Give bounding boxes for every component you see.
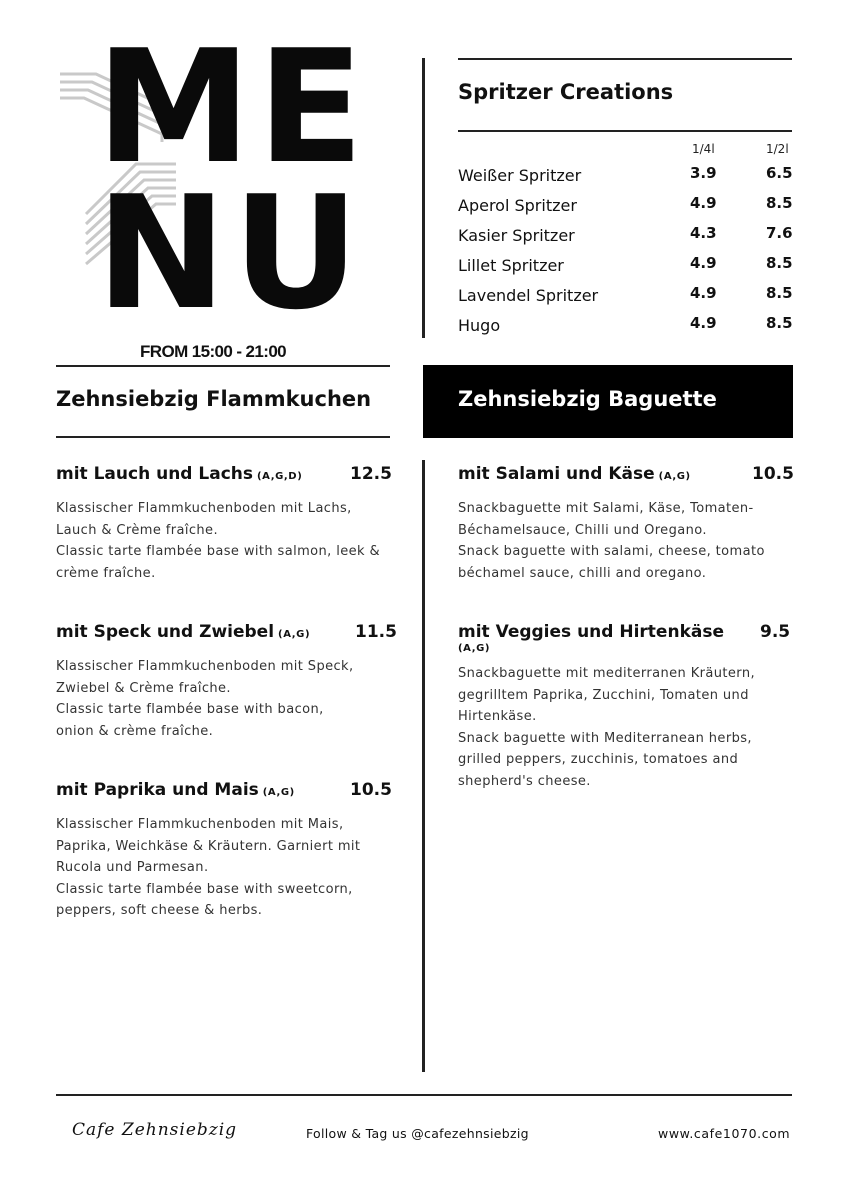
description-line: Snack baguette with Mediterranean herbs, xyxy=(458,730,752,746)
menu-item xyxy=(56,464,302,484)
menu-title-line1: ME xyxy=(96,16,370,198)
item-price: 12.5 xyxy=(350,464,392,484)
item-description xyxy=(56,814,360,922)
drink-row xyxy=(458,316,794,346)
footer-social: Follow & Tag us @cafezehnsiebzig xyxy=(306,1126,529,1141)
description-line: Snackbaguette mit Salami, Käse, Tomaten- xyxy=(458,501,754,516)
item-name: mit Veggies und Hirtenkäse xyxy=(458,622,724,642)
divider-left-top xyxy=(56,365,390,367)
item-name: mit Lauch und Lachs xyxy=(56,464,253,484)
drink-price-quarter: 4.3 xyxy=(690,224,717,242)
drink-price-half: 8.5 xyxy=(766,194,793,212)
divider-footer xyxy=(56,1094,792,1096)
description-line: Hirtenkäse. xyxy=(458,709,537,725)
flammkuchen-section-title: Zehnsiebzig Flammkuchen xyxy=(56,387,372,411)
drink-row xyxy=(458,226,794,256)
item-name: mit Salami und Käse xyxy=(458,464,655,484)
drink-price-half: 7.6 xyxy=(766,224,793,242)
baguette-section-header xyxy=(423,365,793,438)
item-allergens: (A,G) xyxy=(278,629,311,640)
description-line: Klassischer Flammkuchenboden mit Speck, xyxy=(56,659,354,674)
item-description xyxy=(458,663,755,793)
description-line: Rucola und Parmesan. xyxy=(56,860,209,876)
menu-item xyxy=(56,780,295,800)
spritzer-column-half: 1/2l xyxy=(766,142,789,156)
drink-row xyxy=(458,256,794,286)
baguette-section-title: Zehnsiebzig Baguette xyxy=(458,387,717,411)
vertical-divider-main xyxy=(422,460,425,1072)
drink-price-quarter: 4.9 xyxy=(690,284,717,302)
item-description xyxy=(458,498,765,584)
description-line: crème fraîche. xyxy=(56,565,156,581)
item-allergens: (A,G) xyxy=(658,471,691,482)
drink-name: Lillet Spritzer xyxy=(458,256,564,275)
description-line: Lauch & Crème fraîche. xyxy=(56,522,218,538)
menu-title xyxy=(96,16,370,344)
item-price: 11.5 xyxy=(355,622,397,642)
menu-title-line2: NU xyxy=(96,162,366,344)
vertical-divider-top xyxy=(422,58,425,338)
spritzer-column-quarter: 1/4l xyxy=(692,142,715,156)
divider-left-under-title xyxy=(56,436,390,438)
item-name: mit Paprika und Mais xyxy=(56,780,259,800)
item-description xyxy=(56,498,380,584)
footer-brand: Cafe Zehnsiebzig xyxy=(72,1120,238,1140)
description-line: béchamel sauce, chilli and oregano. xyxy=(458,565,707,581)
description-line: Klassischer Flammkuchenboden mit Lachs, xyxy=(56,501,352,516)
drink-price-quarter: 4.9 xyxy=(690,314,717,332)
description-line: gegrilltem Paprika, Zucchini, Tomaten und xyxy=(458,687,749,703)
drink-name: Lavendel Spritzer xyxy=(458,286,599,305)
description-line: onion & crème fraîche. xyxy=(56,723,214,739)
drink-row xyxy=(458,196,794,226)
drink-price-half: 8.5 xyxy=(766,284,793,302)
item-price: 9.5 xyxy=(760,622,791,642)
description-line: Béchamelsauce, Chilli und Oregano. xyxy=(458,522,707,538)
menu-item xyxy=(458,464,691,484)
menu-item xyxy=(458,622,724,654)
description-line: shepherd's cheese. xyxy=(458,773,591,789)
item-allergens: (A,G) xyxy=(262,787,295,798)
drink-name: Kasier Spritzer xyxy=(458,226,575,245)
drink-price-half: 8.5 xyxy=(766,254,793,272)
drink-name: Weißer Spritzer xyxy=(458,166,582,185)
description-line: Classic tarte flambée base with bacon, xyxy=(56,702,324,718)
item-allergens: (A,G) xyxy=(458,643,491,654)
item-allergens: (A,G,D) xyxy=(257,471,303,482)
drink-price-quarter: 4.9 xyxy=(690,254,717,272)
drink-price-half: 6.5 xyxy=(766,164,793,182)
description-line: Classic tarte flambée base with salmon, leek & xyxy=(56,544,381,560)
item-name: mit Speck und Zwiebel xyxy=(56,622,275,642)
divider-right-under-title xyxy=(458,130,792,132)
description-line: Paprika, Weichkäse & Kräutern. Garniert mit xyxy=(56,838,361,854)
menu-item xyxy=(56,622,310,642)
description-line: Classic tarte flambée base with sweetcorn, xyxy=(56,881,353,897)
divider-right-top xyxy=(458,58,792,60)
drink-name: Hugo xyxy=(458,316,501,335)
description-line: grilled peppers, zucchinis, tomatoes and xyxy=(458,752,739,768)
drink-price-quarter: 3.9 xyxy=(690,164,717,182)
description-line: Snack baguette with salami, cheese, tomato xyxy=(458,544,765,560)
item-price: 10.5 xyxy=(752,464,794,484)
footer-website: www.cafe1070.com xyxy=(658,1126,791,1141)
drink-name: Aperol Spritzer xyxy=(458,196,577,215)
drink-price-half: 8.5 xyxy=(766,314,793,332)
description-line: Klassischer Flammkuchenboden mit Mais, xyxy=(56,817,344,832)
description-line: Zwiebel & Crème fraîche. xyxy=(56,680,231,696)
spritzer-section-title: Spritzer Creations xyxy=(458,80,674,104)
item-description xyxy=(56,656,354,742)
opening-hours: FROM 15:00 - 21:00 xyxy=(140,342,287,361)
drink-price-quarter: 4.9 xyxy=(690,194,717,212)
item-price: 10.5 xyxy=(350,780,392,800)
drink-row xyxy=(458,166,794,196)
description-line: Snackbaguette mit mediterranen Kräutern, xyxy=(458,666,755,681)
drink-row xyxy=(458,286,794,316)
description-line: peppers, soft cheese & herbs. xyxy=(56,903,263,919)
